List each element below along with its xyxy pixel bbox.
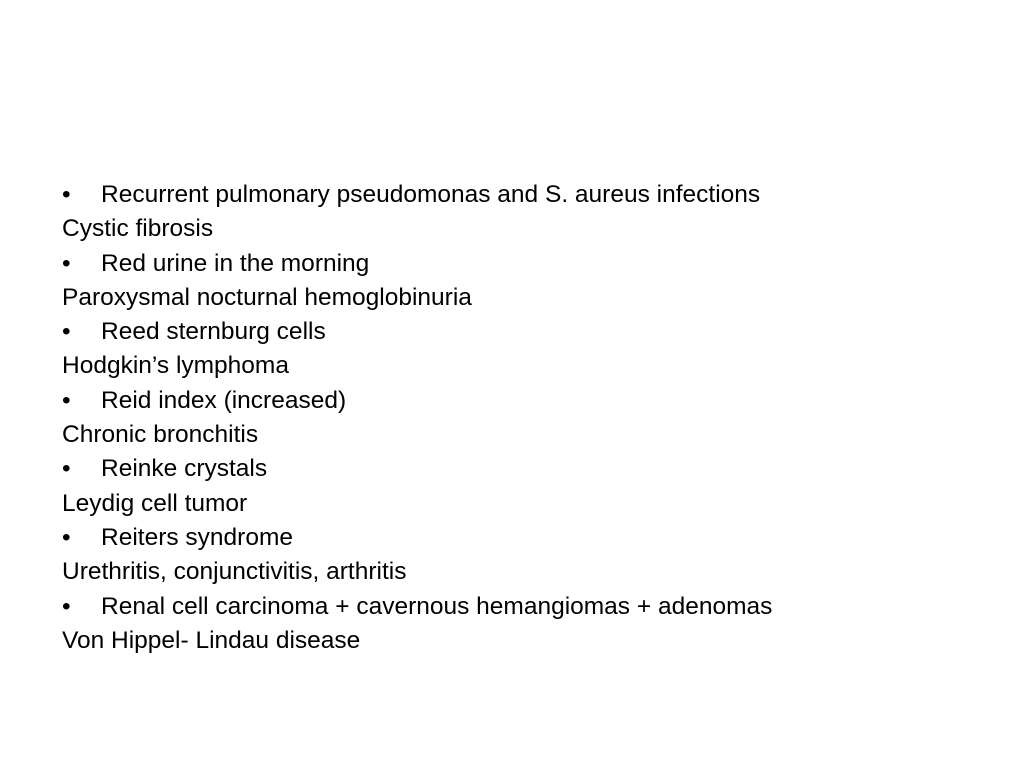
- clue-text: Reed sternburg cells: [101, 318, 326, 346]
- clue-text: Reinke crystals: [101, 455, 268, 483]
- bullet-icon: •: [62, 592, 71, 620]
- clue-text: Reiters syndrome: [101, 523, 293, 551]
- answer-text: Paroxysmal nocturnal hemoglobinuria: [62, 283, 472, 311]
- bullet-icon: •: [62, 181, 71, 208]
- bullet-item: [62, 521, 1002, 555]
- answer-text: Cystic fibrosis: [62, 215, 214, 243]
- answer-text: Hodgkin’s lymphoma: [62, 352, 289, 380]
- slide-content: [62, 178, 1002, 658]
- bullet-item: [62, 247, 1002, 281]
- clue-text: Renal cell carcinoma + cavernous hemangiomas + adenomas: [101, 592, 773, 620]
- clue-text: Recurrent pulmonary pseudomonas and S. aureus infections: [101, 181, 761, 208]
- bullet-item: [62, 452, 1002, 486]
- bullet-item: [62, 384, 1002, 418]
- bullet-icon: •: [62, 318, 71, 346]
- answer-text: Von Hippel- Lindau disease: [62, 626, 361, 654]
- bullet-item: [62, 178, 1002, 212]
- bullet-icon: •: [62, 386, 71, 414]
- answer-text: Urethritis, conjunctivitis, arthritis: [62, 558, 407, 586]
- clue-text: Red urine in the morning: [101, 249, 370, 277]
- bullet-icon: •: [62, 455, 71, 483]
- bullet-icon: •: [62, 249, 71, 277]
- answer-text: Leydig cell tumor: [62, 489, 248, 517]
- bullet-icon: •: [62, 523, 71, 551]
- clue-text: Reid index (increased): [101, 386, 347, 414]
- bullet-item: [62, 590, 1002, 624]
- answer-text: Chronic bronchitis: [62, 421, 259, 449]
- bullet-item: [62, 315, 1002, 349]
